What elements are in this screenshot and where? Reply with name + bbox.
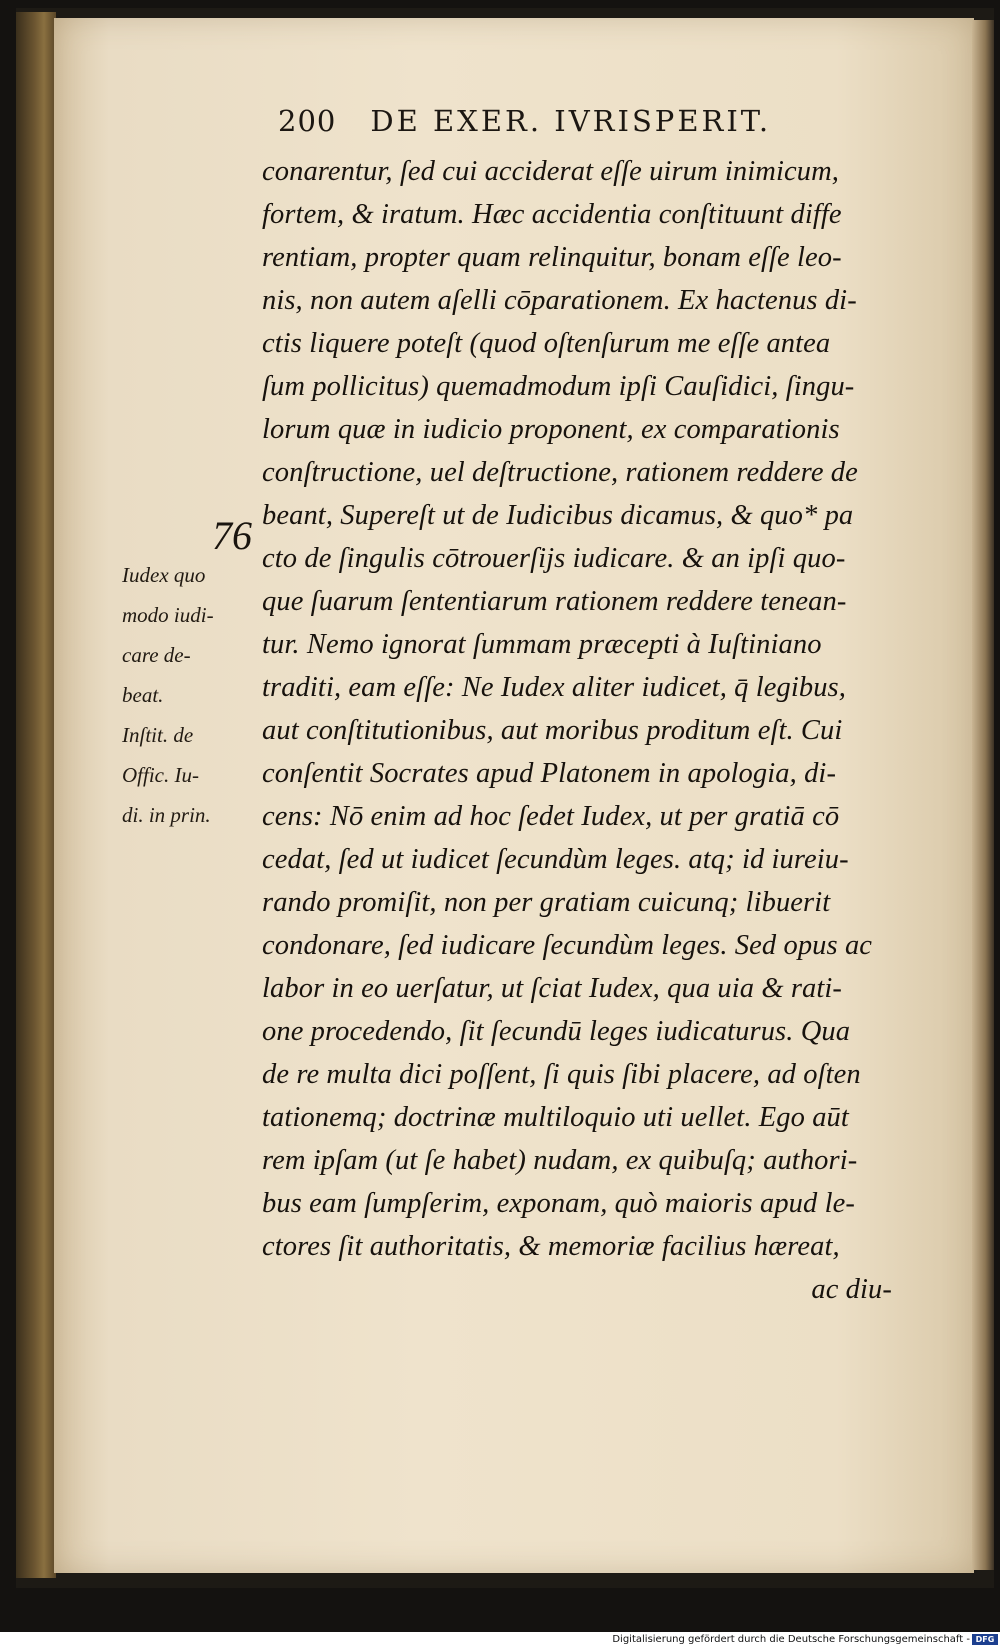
text-line: one procedendo, ſit ſecundū leges iudicaturus. Qua: [262, 1016, 851, 1047]
text-line: ctis liquere poteſt (quod oſtenſurum me eſſe antea: [262, 328, 831, 359]
text-line: cedat, ſed ut iudicet ſecundùm leges. atq; id iureiu-: [262, 844, 849, 875]
text-line: ctores ſit authoritatis, & memoriæ facilius hæreat,: [262, 1231, 840, 1262]
text-line: condonare, ſed iudicare ſecundùm leges. Sed opus ac: [262, 930, 873, 961]
body-text: [262, 150, 952, 1311]
margin-note-line: beat.: [122, 683, 164, 707]
text-line: cto de ſingulis cōtrouerſijs iudicare. & an ipſi quo-: [262, 543, 846, 574]
text-line: conarentur, ſed cui acciderat eſſe uirum inimicum,: [262, 156, 839, 187]
catchword: ac diu-: [811, 1274, 892, 1305]
margin-note-line: Offic. Iu-: [122, 763, 199, 787]
margin-note-line: modo iudi-: [122, 603, 214, 627]
text-line: tur. Nemo ignorat ſummam præcepti à Iuſtiniano: [262, 629, 822, 660]
text-line: labor in eo uerſatur, ut ſciat Iudex, qua uia & rati-: [262, 973, 843, 1004]
footer-credit: Digitalisierung gefördert durch die Deutsche Forschungsgemeinschaft -: [612, 1634, 970, 1645]
text-line: conſtructione, uel deſtructione, rationem reddere de: [262, 457, 858, 488]
text-line: bus eam ſumpſerim, exponam, quò maioris apud le-: [262, 1188, 855, 1219]
text-line: ſum pollicitus) quemadmodum ipſi Cauſidici, ſingu-: [262, 371, 855, 402]
text-line: aut conſtitutionibus, aut moribus proditum eſt. Cui: [262, 715, 843, 746]
text-line: rem ipſam (ut ſe habet) nudam, ex quibuſq; authori-: [262, 1145, 858, 1176]
running-title: DE EXER. IVRISPERIT.: [370, 104, 772, 138]
text-line: traditi, eam eſſe: Ne Iudex aliter iudicet, q̄ legibus,: [262, 672, 846, 703]
margin-note-line: Inſtit. de: [122, 723, 194, 747]
text-line: de re multa dici poſſent, ſi quis ſibi placere, ad oſten: [262, 1059, 861, 1090]
footer-bar: [0, 1632, 1000, 1647]
text-line: lorum quæ in iudicio proponent, ex comparationis: [262, 414, 840, 445]
margin-note: [122, 555, 262, 835]
margin-note-line: care de-: [122, 643, 191, 667]
page-number: 200: [278, 104, 337, 138]
text-line: tationemq; doctrinæ multiloquio uti uellet. Ego aūt: [262, 1102, 849, 1133]
margin-note-line: Iudex quo: [122, 563, 206, 587]
text-line: beant, Supereſt ut de Iudicibus dicamus, & quo* pa: [262, 500, 854, 531]
section-number: 76: [212, 513, 252, 558]
running-head: [278, 99, 908, 143]
margin-note-line: di. in prin.: [122, 803, 211, 827]
text-line: nis, non autem aſelli cōparationem. Ex hactenus di-: [262, 285, 857, 316]
text-line: rando promiſit, non per gratiam cuicunq; libuerit: [262, 887, 831, 918]
page-edge-shadow: [972, 20, 994, 1570]
text-line: que ſuarum ſententiarum rationem reddere tenean-: [262, 586, 847, 617]
text-line: cens: Nō enim ad hoc ſedet Iudex, ut per gratiā cō: [262, 801, 840, 832]
text-line: conſentit Socrates apud Platonem in apologia, di-: [262, 758, 837, 789]
text-line: fortem, & iratum. Hæc accidentia conſtituunt diffe: [262, 199, 842, 230]
dfg-logo: DFG: [972, 1634, 998, 1645]
text-line: rentiam, propter quam relinquitur, bonam eſſe leo-: [262, 242, 842, 273]
book-spine: [16, 12, 56, 1578]
